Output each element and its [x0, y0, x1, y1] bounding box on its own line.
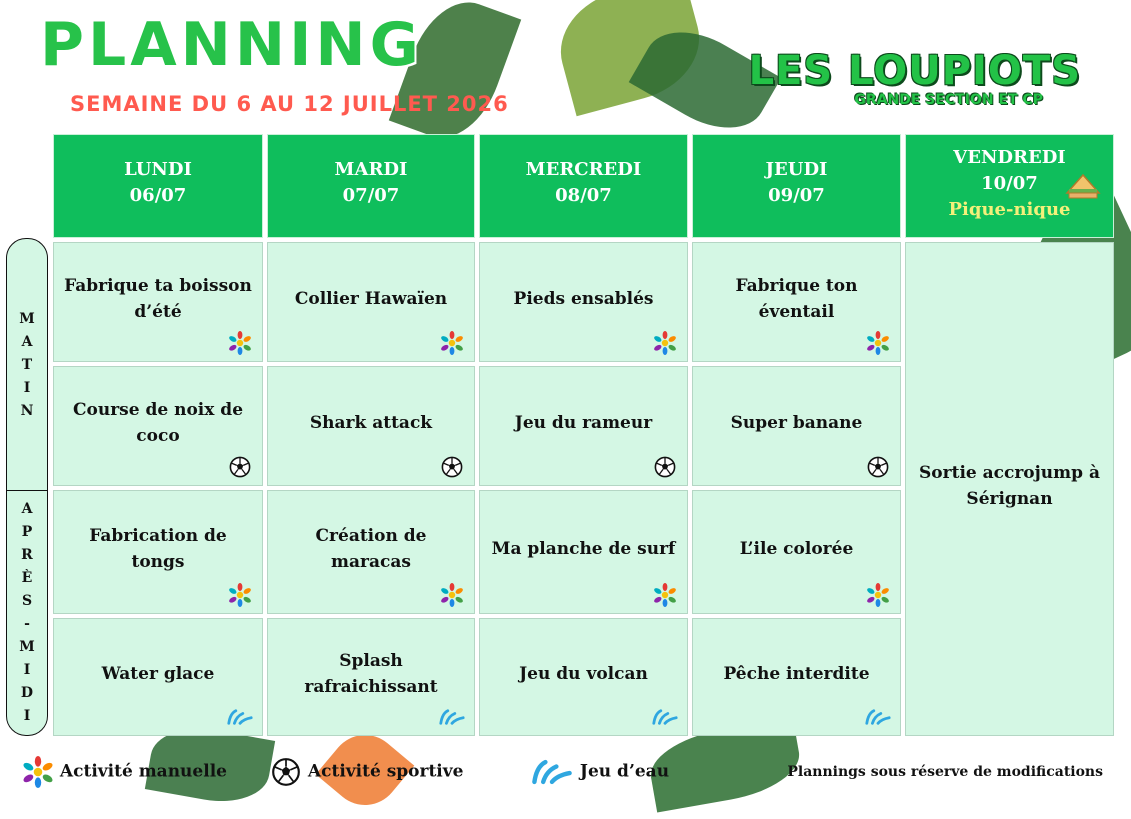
hands-icon	[438, 583, 466, 607]
football-icon	[651, 455, 679, 479]
brand-name: LES LOUPIOTS	[748, 48, 1081, 94]
hands-icon	[226, 583, 254, 607]
activity-cell	[53, 618, 263, 736]
period-letter: N	[20, 402, 34, 419]
hands-icon	[22, 756, 54, 788]
hands-icon	[438, 331, 466, 355]
hands-icon	[651, 331, 679, 355]
period-letter: I	[23, 708, 31, 724]
activity-label: Splash rafraichissant	[304, 651, 438, 697]
day-date: 07/07	[342, 185, 400, 206]
period-label-matin	[6, 238, 48, 492]
water-icon	[438, 705, 466, 729]
activity-cell	[479, 618, 688, 736]
activity-cell	[267, 490, 475, 614]
legend-label: Activité sportive	[307, 761, 464, 782]
period-letter: M	[19, 310, 35, 327]
legend-label: Activité manuelle	[59, 761, 227, 782]
hands-icon	[864, 331, 892, 355]
activity-label: Fabrique ta boisson d’été	[64, 276, 252, 322]
activity-cell	[479, 242, 688, 362]
hands-icon	[864, 583, 892, 607]
football-icon	[438, 455, 466, 479]
day-name: JEUDI	[765, 159, 828, 180]
period-letter: A	[21, 333, 33, 350]
day-header-mardi	[267, 134, 475, 238]
activity-label: Pêche interdite	[723, 664, 870, 684]
day-date: 09/07	[768, 185, 825, 206]
period-letter: I	[23, 379, 31, 396]
day-header-jeudi	[692, 134, 901, 238]
legend-manual	[22, 756, 227, 788]
water-icon	[226, 705, 254, 729]
period-letter: M	[19, 639, 35, 655]
activity-label: Sortie accrojump à Sérignan	[919, 463, 1100, 509]
activity-cell	[479, 366, 688, 486]
activity-cell	[692, 366, 901, 486]
activity-label: Super banane	[730, 413, 863, 433]
activity-label: Shark attack	[309, 413, 433, 433]
activity-cell	[53, 490, 263, 614]
brand-subtitle: GRANDE SECTION ET CP	[854, 92, 1043, 108]
activity-cell	[53, 366, 263, 486]
activity-cell	[267, 242, 475, 362]
period-letter: R	[21, 547, 33, 563]
day-date: 08/07	[555, 185, 612, 206]
football-icon	[864, 455, 892, 479]
football-icon	[226, 455, 254, 479]
activity-cell	[479, 490, 688, 614]
hands-icon	[226, 331, 254, 355]
activity-cell	[267, 366, 475, 486]
period-letter: -	[24, 616, 30, 632]
friday-outing-cell	[905, 242, 1114, 736]
day-header-mercredi	[479, 134, 688, 238]
activity-label: Fabrique ton éventail	[735, 276, 858, 322]
activity-label: Collier Hawaïen	[294, 289, 448, 309]
period-letter: A	[21, 501, 33, 517]
water-icon	[864, 705, 892, 729]
activity-label: Ma planche de surf	[491, 539, 676, 559]
legend-sport	[270, 756, 463, 788]
water-icon	[651, 705, 679, 729]
period-label-apres-midi	[6, 490, 48, 736]
day-name: LUNDI	[124, 159, 192, 180]
day-name: VENDREDI	[953, 147, 1066, 168]
football-icon	[270, 756, 302, 788]
hands-icon	[651, 583, 679, 607]
period-letter: D	[20, 685, 34, 701]
activity-label: Pieds ensablés	[513, 289, 654, 309]
activity-label: Jeu du volcan	[519, 664, 648, 684]
activity-label: Jeu du rameur	[514, 413, 653, 433]
activity-label: Création de maracas	[315, 526, 427, 572]
period-letter: È	[21, 570, 33, 586]
activity-label: Fabrication de tongs	[89, 526, 227, 572]
activity-cell	[267, 618, 475, 736]
picnic-note: Pique-nique	[948, 199, 1071, 220]
sandwich-icon	[1065, 171, 1101, 201]
activity-cell	[692, 490, 901, 614]
day-date: 06/07	[129, 185, 187, 206]
week-subtitle: SEMAINE DU 6 AU 12 JUILLET 2026	[70, 92, 509, 116]
activity-cell	[53, 242, 263, 362]
day-name: MERCREDI	[525, 159, 642, 180]
day-header-lundi	[53, 134, 263, 238]
period-letter: S	[21, 593, 33, 609]
activity-label: Water glace	[101, 664, 215, 684]
day-date: 10/07	[981, 173, 1038, 194]
activity-label: Course de noix de coco	[72, 400, 244, 446]
legend-water	[530, 756, 669, 788]
activity-cell	[692, 618, 901, 736]
period-letter: T	[21, 356, 33, 373]
day-header-vendredi	[905, 134, 1114, 238]
activity-label: L’ile colorée	[739, 539, 854, 559]
water-icon	[530, 756, 574, 788]
day-name: MARDI	[334, 159, 408, 180]
period-letter: I	[23, 662, 31, 678]
activity-cell	[692, 242, 901, 362]
disclaimer-note: Plannings sous réserve de modifications	[787, 764, 1103, 780]
page-title: PLANNING	[40, 10, 423, 80]
legend-label: Jeu d’eau	[579, 761, 670, 782]
period-letter: P	[21, 524, 33, 540]
